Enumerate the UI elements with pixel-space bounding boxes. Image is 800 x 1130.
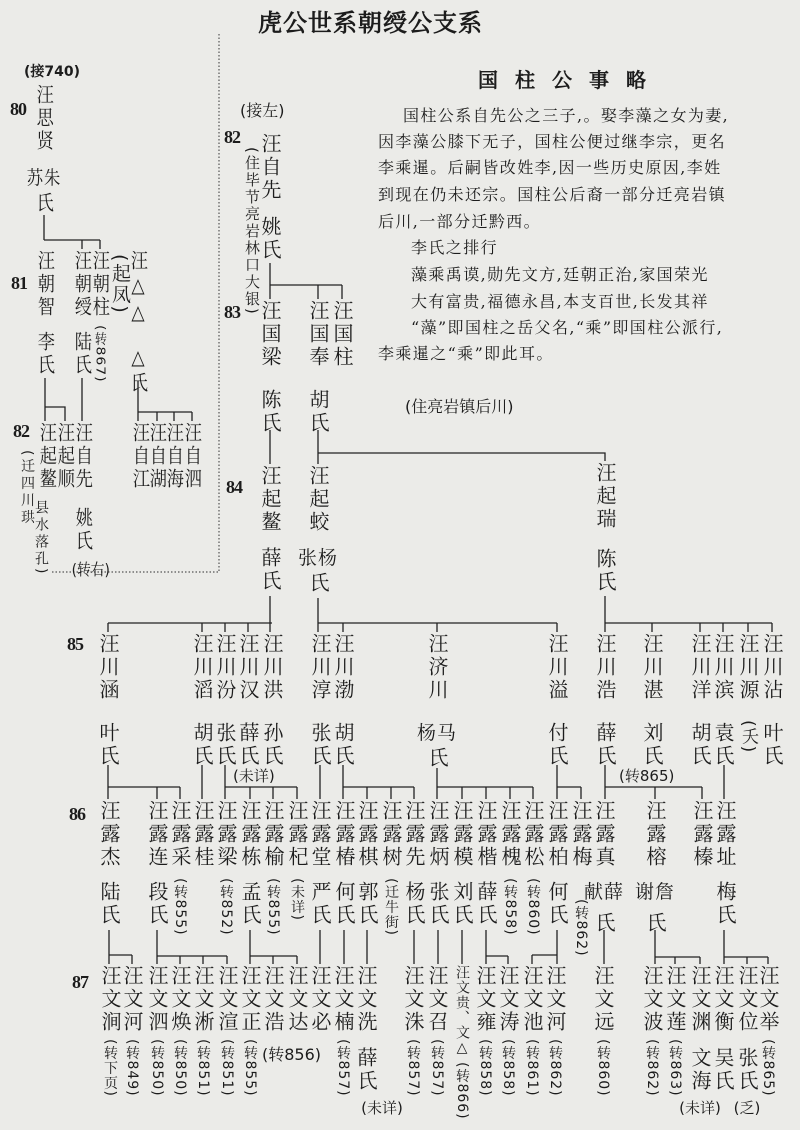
- person-name: 汪朝柱: [89, 250, 111, 319]
- person-name: 汪文贵、文△: [454, 965, 470, 1057]
- person-node: [214, 800, 238, 936]
- person-name: 汪露榕: [642, 800, 667, 869]
- spouse-name: 文海: [688, 1047, 712, 1093]
- spouse-name: 李氏: [34, 331, 56, 377]
- generation-label-85: 85: [67, 634, 83, 654]
- spouse-name: 何氏: [545, 881, 569, 927]
- person-node: [593, 462, 617, 594]
- person-name: 汪川涵: [96, 633, 120, 702]
- spouse-name: 吴氏: [711, 1047, 735, 1093]
- person-name: 汪起顺: [54, 422, 76, 491]
- transfer-note: (转850): [149, 1039, 165, 1097]
- person-node: [182, 422, 203, 491]
- person-node: [145, 965, 169, 1097]
- person-name: 汪文正: [238, 965, 262, 1034]
- migration-note: 县水落孔): [33, 500, 49, 577]
- transfer-note: (转862): [644, 1039, 660, 1097]
- person-name: 汪川汾: [213, 633, 237, 702]
- generation-label-82: 82: [224, 127, 240, 147]
- person-node: [308, 800, 332, 927]
- spouse-surname: 谢詹: [634, 881, 676, 903]
- person-node: [190, 633, 214, 768]
- person-node: [635, 800, 675, 935]
- person-name: 汪露树: [379, 800, 403, 869]
- person-node: [285, 965, 309, 1034]
- person-name: 汪文洗: [354, 965, 378, 1034]
- person-name: 汪文河: [120, 965, 144, 1034]
- person-node: [688, 633, 712, 768]
- spouse-name: 姚氏: [72, 507, 94, 553]
- spouse-suffix: 氏: [33, 192, 55, 215]
- person-node: [330, 300, 354, 369]
- person-name: 汪川渤: [331, 633, 355, 702]
- generation-poem-line: 大有富贵,福德永昌,本支百世,长发其祥: [411, 292, 709, 311]
- person-name: 汪川溢: [545, 633, 569, 702]
- transfer-note: (转857): [335, 1039, 351, 1097]
- person-name: 汪文渲: [215, 965, 239, 1034]
- person-name: 汪露杞: [285, 800, 309, 869]
- person-name: 汪文洙: [401, 965, 425, 1034]
- spouse-name: 张氏: [735, 1047, 759, 1093]
- spouse-name: 胡氏: [688, 722, 712, 768]
- unknown-note: (未详): [679, 1099, 721, 1117]
- person-node: [258, 133, 282, 262]
- person-name: 汪川浩: [593, 633, 617, 702]
- person-name: 汪起鳌: [258, 465, 282, 534]
- person-name: 汪露松: [521, 800, 545, 869]
- person-node: [238, 965, 262, 1097]
- person-name: 汪自海: [163, 422, 185, 491]
- person-node: [640, 633, 664, 768]
- spouse-name: 何氏: [332, 881, 356, 927]
- person-name: 汪露模: [450, 800, 474, 869]
- migration-note: (迁四川珙: [19, 450, 35, 527]
- transfer-note: (转860): [595, 1039, 611, 1097]
- person-node: [96, 633, 120, 768]
- person-node: [426, 800, 450, 927]
- continued-from-note: (接740): [24, 64, 81, 80]
- person-name: 汪国梁: [258, 300, 282, 369]
- person-node: [145, 800, 169, 927]
- person-node: [308, 633, 332, 768]
- person-node: [713, 800, 737, 927]
- person-name: 汪国奉: [306, 300, 330, 369]
- person-name: 汪露柏: [545, 800, 569, 869]
- spouse-suffix: 氏: [424, 747, 449, 770]
- person-node: [128, 250, 149, 395]
- person-node: [450, 800, 474, 927]
- person-node: [640, 965, 664, 1097]
- biography-line: 国柱公系自先公之三子,。娶李藻之女为妻,: [403, 106, 730, 125]
- died-young-note: (夭): [738, 720, 758, 754]
- person-name: 汪川湛: [640, 633, 664, 702]
- person-node: [258, 465, 282, 593]
- person-node: [191, 800, 215, 869]
- person-name: 汪文衡: [711, 965, 735, 1034]
- spouse-name: 张氏: [308, 722, 332, 768]
- person-name: 汪露桂: [191, 800, 215, 869]
- person-node: [401, 965, 425, 1097]
- person-name: 汪文波: [640, 965, 664, 1034]
- person-name: 汪川沾: [760, 633, 784, 702]
- transfer-note: (转858): [500, 1039, 516, 1097]
- spouse-name: 陆氏: [97, 881, 121, 927]
- person-name: 汪文莲: [663, 965, 687, 1034]
- person-name: 汪文必: [308, 965, 332, 1034]
- spouse-name: 姚氏: [258, 216, 282, 262]
- spouse-name: 刘氏: [450, 881, 474, 927]
- person-name: 汪露采: [168, 800, 192, 869]
- biography-line: 因李藻公膝下无子，国柱公便过继李宗，更名: [378, 132, 727, 151]
- person-name: 汪思贤: [33, 84, 55, 153]
- person-name: 汪文浩: [261, 965, 285, 1034]
- spouse-suffix: 氏: [305, 572, 330, 595]
- person-node: [452, 965, 472, 1120]
- generation-label-83: 83: [224, 302, 240, 322]
- transfer-note: (转851): [219, 1039, 235, 1097]
- spouse-name: 陆氏: [71, 331, 93, 377]
- person-name: 汪露炳: [426, 800, 450, 869]
- spouse-name: 张氏: [426, 881, 450, 927]
- person-name: 汪川源: [736, 633, 760, 702]
- person-name: 汪文涧: [98, 965, 122, 1034]
- person-name: 汪起瑞: [593, 462, 617, 531]
- spouse-name: 付氏: [545, 722, 569, 768]
- person-name: 汪川滔: [190, 633, 214, 702]
- generation-poem-line: 藻乘禹谟,勋先文方,廷朝正治,家国荣光: [411, 265, 709, 284]
- spouse-name: △氏: [127, 345, 149, 395]
- spouse-name: 刘氏: [640, 722, 664, 768]
- person-node: [584, 800, 624, 935]
- person-name: 汪自湖: [146, 422, 168, 491]
- continued-from-left-note: (接左): [240, 101, 285, 120]
- spouse-name: 郭氏: [355, 881, 379, 927]
- person-node: [473, 965, 497, 1097]
- person-name: 汪川洋: [688, 633, 712, 702]
- person-node: [379, 800, 403, 936]
- person-name: 汪自江: [129, 422, 151, 491]
- transfer-note: (转852): [218, 878, 234, 936]
- person-node: [520, 965, 544, 1097]
- person-name: 汪川汉: [236, 633, 260, 702]
- person-node: [120, 965, 144, 1097]
- person-name: 汪露榛: [690, 800, 714, 869]
- person-node: [711, 633, 735, 768]
- person-node: [474, 800, 498, 927]
- biography-line: 到现在仍未还宗。国柱公后裔一部分迁亮岩镇: [378, 185, 727, 204]
- generation-label-81: 81: [11, 273, 27, 293]
- person-node: [258, 300, 282, 435]
- transfer-note: (转855): [242, 1039, 258, 1097]
- transfer-note: (转857): [429, 1039, 445, 1097]
- person-name: 汪文召: [425, 965, 449, 1034]
- transfer-note: (转855): [265, 878, 281, 936]
- person-node: [98, 965, 122, 1097]
- person-name: 汪露堂: [308, 800, 332, 869]
- person-node: [260, 633, 284, 768]
- person-node: [402, 800, 426, 927]
- spouse-name: 胡氏: [306, 389, 330, 435]
- person-node: [168, 800, 192, 936]
- transfer-note: (转865): [619, 767, 675, 785]
- continue-right-note: (转右): [71, 560, 110, 579]
- transfer-note: (转862): [573, 899, 589, 957]
- person-name: 汪自先: [258, 133, 282, 202]
- biography-line: 李乘暹之“乘”即此耳。: [378, 344, 554, 363]
- person-node: [168, 965, 192, 1097]
- person-name: 汪露槐: [498, 800, 522, 869]
- person-name: 汪川滨: [711, 633, 735, 702]
- person-name: 汪露梁: [214, 800, 238, 869]
- spouse-suffix: 氏: [642, 912, 667, 935]
- person-node: [285, 800, 309, 921]
- person-name: 汪露榆: [261, 800, 285, 869]
- person-name: 汪自先: [72, 422, 94, 491]
- person-node: [56, 422, 110, 580]
- person-name: 汪济川: [424, 633, 449, 702]
- transfer-note: (转下页): [102, 1039, 118, 1097]
- spouse-name: 胡氏: [331, 722, 355, 768]
- person-node: [298, 465, 338, 595]
- person-node: [213, 633, 237, 768]
- person-name: 汪露梅: [569, 800, 593, 869]
- spouse-surname: 苏朱: [26, 167, 62, 189]
- person-node: [545, 633, 569, 768]
- spouse-name: 胡氏: [190, 722, 214, 768]
- generation-label-84: 84: [226, 477, 242, 497]
- transfer-note: (转863): [667, 1039, 683, 1097]
- person-name: 汪露椿: [332, 800, 356, 869]
- person-node: [543, 965, 567, 1097]
- biography-line: “藻”即国柱之岳父名,“乘”即国柱公派行,: [411, 318, 724, 337]
- person-node: [736, 633, 760, 753]
- transfer-note: (转858): [477, 1039, 493, 1097]
- person-name: 汪露址: [713, 800, 737, 869]
- transfer-note: (转865): [760, 1039, 776, 1097]
- transfer-note: (转855): [172, 878, 188, 936]
- residence-note: (住毕节亮岩林口大银): [243, 147, 261, 316]
- biography-line: 李乘暹。后嗣皆改姓李,因一些历史原因,李姓: [378, 158, 722, 177]
- person-node: [35, 250, 56, 377]
- generation-label-82: 82: [13, 421, 29, 441]
- person-node: [355, 800, 379, 927]
- person-node: [90, 250, 111, 383]
- transfer-note: (转867): [93, 325, 107, 383]
- person-name: 汪露杰: [97, 800, 121, 869]
- person-node: [498, 800, 522, 936]
- person-node: [306, 300, 330, 435]
- spouse-name: 段氏: [145, 881, 169, 927]
- person-name: 汪文雍: [473, 965, 497, 1034]
- transfer-note: (转858): [502, 878, 518, 936]
- person-name: 汪朝绶: [71, 250, 93, 319]
- spouse-name: 孟氏: [238, 881, 262, 927]
- person-name: 汪文池: [520, 965, 544, 1034]
- person-name: 汪△△: [127, 250, 149, 327]
- person-name: 汪文淅: [191, 965, 215, 1034]
- generation-label-87: 87: [72, 972, 88, 992]
- person-name: 汪起鳌: [36, 422, 58, 491]
- person-node: [545, 800, 569, 927]
- person-node: [496, 965, 520, 1097]
- person-name: 汪文远: [591, 965, 615, 1034]
- person-node: [593, 633, 617, 768]
- alias-note: (起凤): [109, 254, 131, 315]
- transfer-note: (转866): [454, 1062, 470, 1120]
- person-name: 汪文位: [735, 965, 759, 1034]
- person-name: 汪文举: [756, 965, 780, 1034]
- spouse-suffix: 氏: [591, 912, 616, 935]
- unknown-note: (未详): [233, 767, 275, 785]
- person-name: 汪川淳: [308, 633, 332, 702]
- person-name: 汪露栋: [238, 800, 262, 869]
- transfer-note: (转849): [124, 1039, 140, 1097]
- spouse-name: 陈氏: [593, 548, 617, 594]
- person-name: 汪文楠: [331, 965, 355, 1034]
- spouse-name: 薛氏: [474, 881, 498, 927]
- spouse-name: 薛氏: [354, 1047, 378, 1093]
- page-title: 虎公世系朝绶公支系: [258, 9, 483, 37]
- person-name: 汪露楷: [474, 800, 498, 869]
- biography-subheading: 李氏之排行: [411, 238, 499, 257]
- person-node: [238, 800, 262, 927]
- person-name: 汪自泗: [181, 422, 203, 491]
- person-node: [756, 965, 780, 1097]
- person-name: 汪川洪: [260, 633, 284, 702]
- person-node: [261, 800, 285, 936]
- person-node: [690, 800, 714, 869]
- transfer-note: (转851): [195, 1039, 211, 1097]
- person-node: [215, 965, 239, 1097]
- biography-heading: 国柱公事略: [478, 68, 663, 92]
- person-name: 汪文河: [543, 965, 567, 1034]
- person-node: [711, 965, 735, 1093]
- person-name: 汪文渊: [688, 965, 712, 1034]
- spouse-name: 严氏: [308, 881, 332, 927]
- spouse-name: 叶氏: [96, 722, 120, 768]
- spouse-surname: 献薛: [583, 881, 625, 903]
- transfer-note: (转861): [524, 1039, 540, 1097]
- person-name: 汪露先: [402, 800, 426, 869]
- person-node: [332, 800, 356, 927]
- transfer-note: (转856): [262, 1045, 322, 1064]
- transfer-note: (转857): [405, 1039, 421, 1097]
- migration-note: (迁牛街): [383, 878, 399, 936]
- spouse-surname: 张杨: [297, 547, 339, 569]
- generation-label-80: 80: [10, 99, 26, 119]
- person-name: 汪露连: [145, 800, 169, 869]
- person-node: [261, 965, 285, 1034]
- person-node: [191, 965, 215, 1097]
- generation-label-86: 86: [69, 804, 85, 824]
- person-node: [236, 633, 260, 768]
- residence-note: (住亮岩镇后川): [405, 397, 514, 416]
- spouse-name: 张氏: [213, 722, 237, 768]
- spouse-name: 薛氏: [236, 722, 260, 768]
- spouse-name: 袁氏: [711, 722, 735, 768]
- spouse-name: 薛氏: [593, 722, 617, 768]
- transfer-note: (转850): [172, 1039, 188, 1097]
- unknown-note: (未详): [289, 878, 305, 921]
- person-name: 汪文焕: [168, 965, 192, 1034]
- spouse-name: 陈氏: [258, 389, 282, 435]
- person-node: [97, 800, 121, 927]
- person-node: [417, 633, 457, 770]
- spouse-name: 薛氏: [258, 547, 282, 593]
- spouse-name: 杨氏: [402, 881, 426, 927]
- transfer-note: (转862): [547, 1039, 563, 1097]
- person-node: [591, 965, 615, 1097]
- no-heir-note: (乏): [733, 1099, 761, 1117]
- spouse-surname: 杨马: [416, 722, 458, 744]
- person-node: [760, 633, 784, 768]
- person-name: 汪朝智: [34, 250, 56, 319]
- person-name: 汪露棋: [355, 800, 379, 869]
- person-name: 汪文泗: [145, 965, 169, 1034]
- person-name: 汪起蛟: [305, 465, 330, 534]
- biography-line: 后川,一部分迁黔西。: [378, 212, 542, 231]
- person-node: [331, 633, 355, 768]
- person-name: 汪文达: [285, 965, 309, 1034]
- unknown-note: (未详): [361, 1099, 403, 1117]
- person-name: 汪国柱: [330, 300, 354, 369]
- person-name: 汪文涛: [496, 965, 520, 1034]
- spouse-name: 梅氏: [713, 881, 737, 927]
- person-name: 汪露真: [591, 800, 616, 869]
- person-node: [27, 84, 61, 215]
- transfer-note: (转860): [525, 878, 541, 936]
- spouse-name: 孙氏: [260, 722, 284, 768]
- spouse-name: 叶氏: [760, 722, 784, 768]
- person-node: [425, 965, 449, 1097]
- person-node: [329, 965, 403, 1118]
- person-node: [521, 800, 545, 936]
